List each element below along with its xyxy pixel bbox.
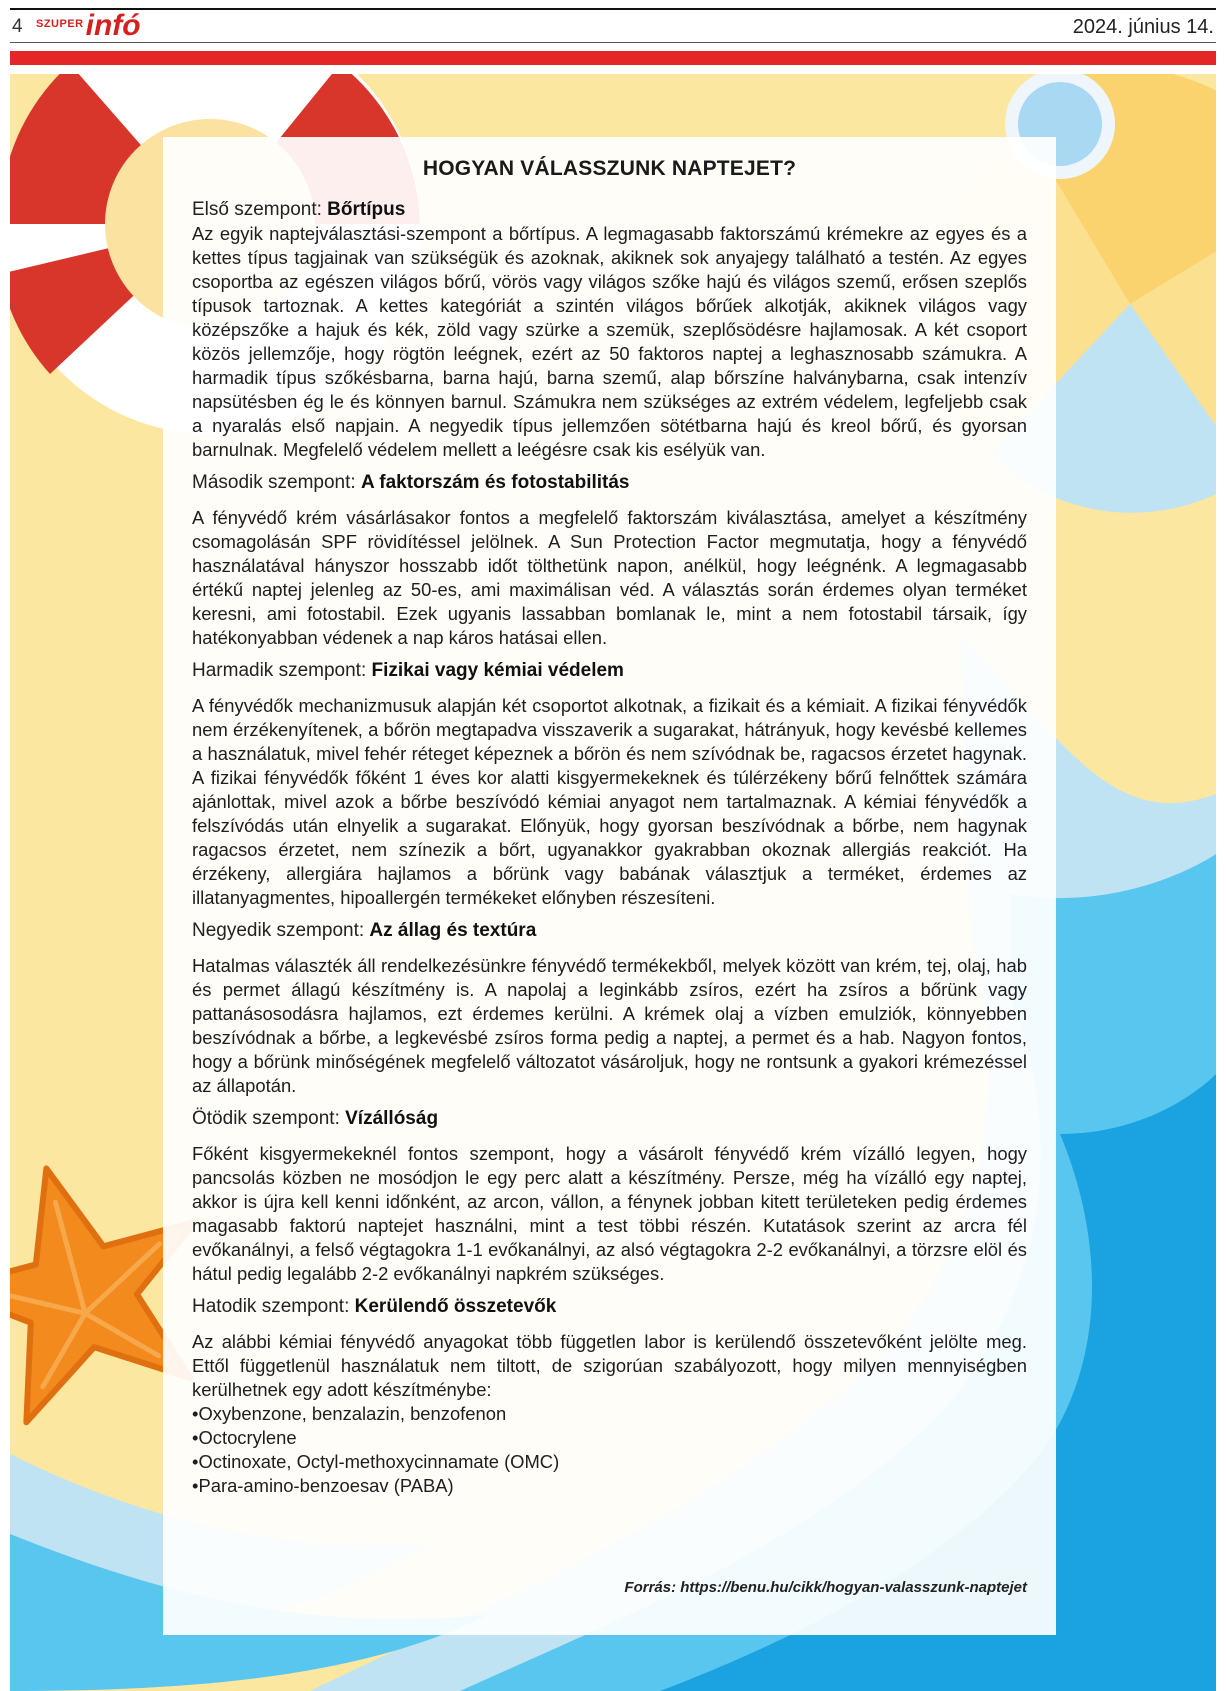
section-heading: [192, 1295, 1027, 1319]
page-number: 4: [12, 16, 23, 37]
section-topic: Fizikai vagy kémiai védelem: [371, 660, 624, 681]
section-prefix: Első szempont:: [192, 199, 328, 220]
logo: [36, 9, 141, 42]
list-item: • Oxybenzone, benzalazin, benzofenon: [192, 1402, 1027, 1426]
ingredient-list: [192, 1402, 1027, 1498]
list-item: • Para-amino-benzoesav (PABA): [192, 1474, 1027, 1498]
section-heading: [192, 198, 1027, 222]
list-item: • Octinoxate, Octyl-methoxycinnamate (OMC): [192, 1450, 1027, 1474]
article-box: [163, 137, 1056, 1635]
section-body: Az egyik naptejválasztási-szempont a bőrtípus. A legmagasabb faktorszámú krémekre az egyes és a kettes típus tagjainak van szükségük és azoknak, akiknek sok anyajegy található a testén. Az egyes csoportba az egészen világos bőrű, vörös vagy világos szőke hajú és világos szemű, erősen szeplős típusok tartoznak. A kettes kategóriát a szintén világos bőrűek alkotják, akiknek világos vagy középszőke a hajuk és kék, zöld vagy szürke a szemük, szeplősödésre hajlamosak. A két csoport közös jellemzője, hogy rögtön leégnek, ezért az 50 faktoros naptej a leghasznosabb számukra. A harmadik típus szőkésbarna, barna hajú, barna szemű, alap bőrszíne halványbarna, csak intenzív napsütésben ég le és könnyen barnul. Számukra nem szükséges az extrém védelem, legfeljebb csak a nyaralás első napjain. A negyedik típus jellemzően sötétbarna hajú és kreol bőrű, és gyorsan barnulnak. Megfelelő védelem mellett a leégésre csak kis esélyük van.: [192, 223, 1027, 460]
page-header: [10, 8, 1216, 52]
section-body: Hatalmas választék áll rendelkezésünkre fényvédő termékekből, melyek között van krém, tej, olaj, hab és permet állagú készítmény is. A napolaj a leginkább zsíros, ezért ha zsíros a bőrünk vagy pattanásosodásra hajlamos, ezt érdemes kerülni. A krémek olaj a vízben emulziók, könnyebben beszívódnak a bőrbe, a legkevésbé zsíros forma pedig a naptej, a permet és a hab. Nagyon fontos, hogy a bőrünk minőségének megfelelő változatot vásároljuk, hogy ne rontsunk a gyakori krémezéssel az állapotán.: [192, 955, 1027, 1096]
section-body: A fényvédők mechanizmusuk alapján két csoportot alkotnak, a fizikait és a kémiait. A fizikai fényvédők nem érzékenyítenek, a bőrön megtapadva visszaverik a sugarakat, hátrányuk, hogy kevésbé kellemes a használatuk, mivel fehér réteget képeznek a bőrön és nem szívódnak be, ragacsos érzetet hagynak. A fizikai fényvédők főként 1 éves kor alatti kisgyermekeknek és túlérzékeny bőrű felnőttek számára ajánlottak, mivel azok a bőrbe beszívódó kémiai anyagot nem tartalmaznak. A kémiai fényvédők a felszívódás után elnyelik a sugarakat. Előnyük, hogy gyorsan beszívódnak a bőrbe, nem hagynak ragacsos érzetet, nem színezik a bőrt, ugyanakkor gyakrabban okoznak allergiás reakciót. Ha érzékeny, allergiára hajlamos a bőrünk vagy babának választjuk a terméket, érdemes az illatanyagmentes, hipoallergén termékeket előnyben részesíteni.: [192, 695, 1027, 908]
section-body: Főként kisgyermekeknél fontos szempont, hogy a vásárolt fényvédő krém vízálló legyen, hogy pancsolás közben ne mosódjon le egy perc alatt a készítmény. Persze, még ha vízálló egy naptej, akkor is újra kell kenni időnként, az arcon, vállon, a fénynek jobban kitett területeken pedig érdemes magasabb faktorú naptejet használni, mint a test többi részén. Kutatások szerint az arcra fél evőkanálnyi, a felső végtagokra 1-1 evőkanálnyi, az alsó végtagokra 2-2 evőkanálnyi, a törzsre elöl és hátul pedig legalább 2-2 evőkanálnyi napkrém szükséges.: [192, 1143, 1027, 1284]
red-band: [10, 51, 1216, 65]
section-body: A fényvédő krém vásárlásakor fontos a megfelelő faktorszám kiválasztása, amelyet a készítmény csomagolásán SPF rövidítéssel jelölnek. A Sun Protection Factor megmutatja, hogy a fényvédő használatával hányszor hosszabb időt tölthetünk napon, anélkül, hogy leégnénk. A legmagasabb értékű naptej jelenleg az 50-es, ami maximálisan véd. A választás során érdemes olyan terméket keresni, ami fotostabil. Ezek ugyanis lassabban bomlanak le, mint a nem fotostabil társaik, így hatékonyabban védenek a nap káros hatásai ellen.: [192, 507, 1027, 648]
section-heading: [192, 919, 1027, 943]
header-rule: [10, 42, 1216, 43]
list-item: • Octocrylene: [192, 1426, 1027, 1450]
issue-date: 2024. június 14.: [1072, 16, 1214, 38]
section-topic: Bőrtípus: [327, 199, 406, 220]
section-heading: [192, 471, 1027, 495]
section-prefix: Harmadik szempont:: [192, 660, 372, 681]
section-topic: A faktorszám és fotostabilitás: [360, 472, 630, 493]
section-prefix: Ötödik szempont:: [192, 1108, 346, 1129]
section-prefix: Negyedik szempont:: [192, 920, 370, 941]
section-topic: Az állag és textúra: [369, 920, 537, 941]
section-body: Az alábbi kémiai fényvédő anyagokat több független labor is kerülendő összetevőként jelölte meg. Ettől függetlenül használatuk nem tiltott, de szigorúan szabályozott, hogy milyen mennyiségben kerülhetnek egy adott készítménybe:: [192, 1331, 1027, 1400]
logo-small-text: SZUPER: [36, 18, 84, 30]
section-prefix: Második szempont:: [192, 472, 361, 493]
section-topic: Vízállóság: [345, 1108, 439, 1129]
section-prefix: Hatodik szempont:: [192, 1296, 355, 1317]
logo-big-text: infó: [85, 9, 141, 42]
section-topic: Kerülendő összetevők: [354, 1296, 557, 1317]
source-citation: Forrás: https://benu.hu/cikk/hogyan-valasszunk-naptejet: [624, 1579, 1027, 1596]
section-heading: [192, 659, 1027, 683]
article-title: HOGYAN VÁLASSZUNK NAPTEJET?: [422, 157, 797, 180]
section-heading: [192, 1107, 1027, 1131]
